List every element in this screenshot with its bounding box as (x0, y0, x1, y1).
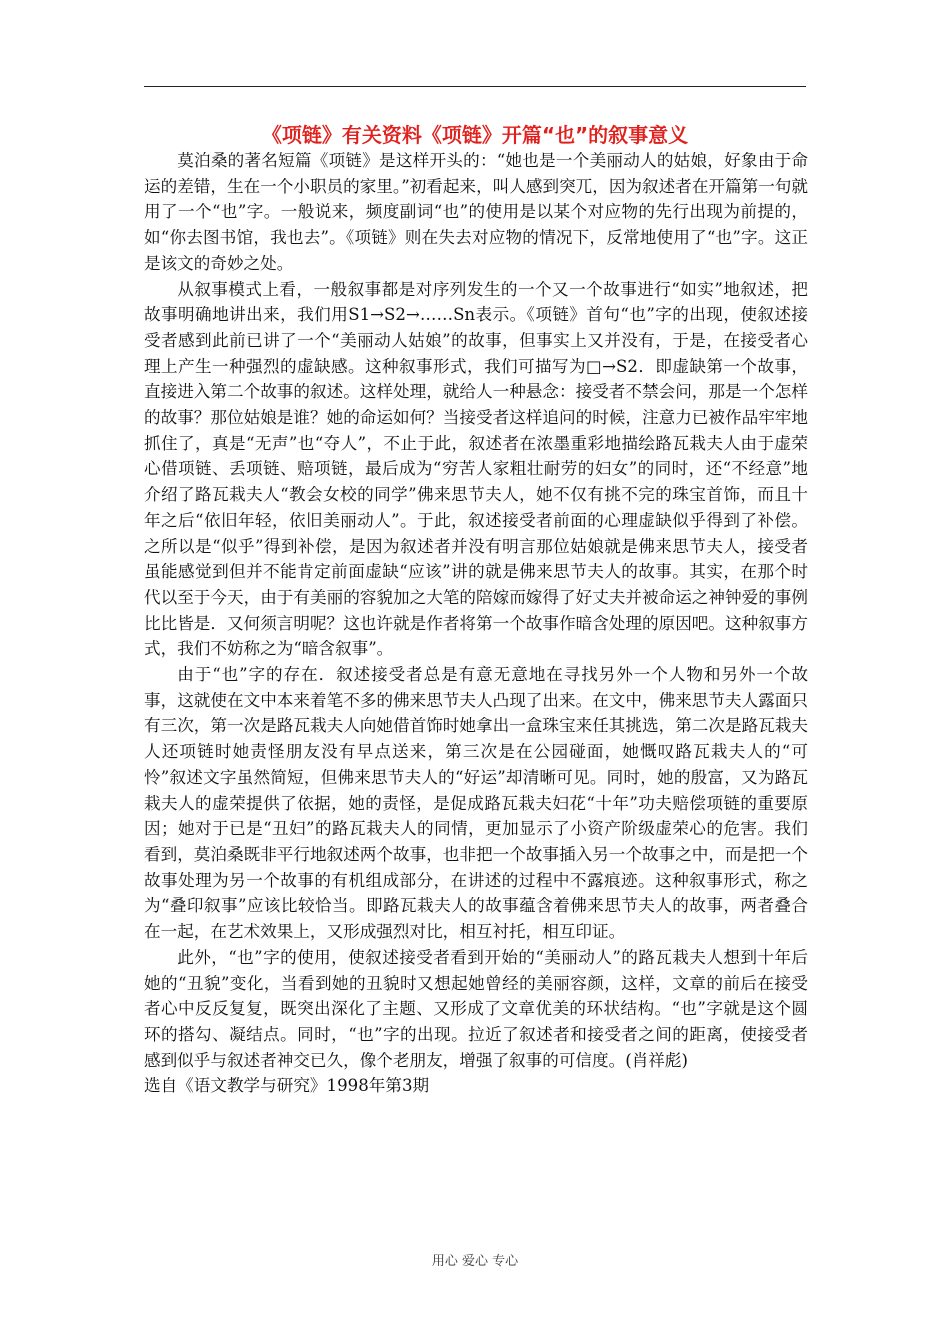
paragraph: 从叙事模式上看，一般叙事都是对序列发生的一个又一个故事进行“如实”地叙述，把故事明确地讲出来，我们用S1→S2→……Sn表示。《项链》首句“也”字的出现，使叙述接受者感到此前已讲了一个“美丽动人姑娘”的故事，但事实上又并没有，于是，在接受者心理上产生一种强烈的虚缺感。这种叙事形式，我们可描写为□→S2．即虚缺第一个故事，直接进入第二个故事的叙述。这样处理，就给人一种悬念：接受者不禁会问，那是一个怎样的故事？那位姑娘是谁？她的命运如何？当接受者这样追问的时候，注意力已被作品牢牢地抓住了，真是“无声”也“夺人”，不止于此，叙述者在浓墨重彩地描绘路瓦栽夫人由于虚荣心借项链、丢项链、赔项链，最后成为“穷苦人家粗壮耐劳的妇女”的同时，还“不经意”地介绍了路瓦栽夫人“教会女校的同学”佛来思节夫人，她不仅有挑不完的珠宝首饰，而且十年之后“依旧年轻，依旧美丽动人”。于此，叙述接受者前面的心理虚缺似乎得到了补偿。之所以是“似乎”得到补偿，是因为叙述者并没有明言那位姑娘就是佛来思节夫人，接受者虽能感觉到但并不能肯定前面虚缺“应该”讲的就是佛来思节夫人的故事。其实，在那个时代以至于今天，由于有美丽的容貌加之大笔的陪嫁而嫁得了好丈夫并被命运之神钟爱的事例比比皆是．又何须言明呢？这也许就是作者将第一个故事作暗含处理的原因吧。这种叙事方式，我们不妨称之为“暗含叙事”。 (144, 279, 808, 659)
page-footer: 用心 爱心 专心 (431, 1254, 519, 1269)
source-citation: 选自《语文教学与研究》1998年第3期 (144, 1076, 430, 1096)
paragraph: 由于“也”字的存在．叙述接受者总是有意无意地在寻找另外一个人物和另外一个故事，这就使在文中本来着笔不多的佛来思节夫人凸现了出来。在文中，佛来思节夫人露面只有三次，第一次是路瓦栽夫人向她借首饰时她拿出一盒珠宝来任其挑选，第二次是路瓦栽夫人还项链时她责怪朋友没有早点送来，第三次是在公园碰面，她慨叹路瓦栽夫人的“可怜”叙述文字虽然简短，但佛来思节夫人的“好运”却清晰可见。同时，她的殷富，又为路瓦栽夫人的虚荣提供了依据，她的责怪，是促成路瓦栽夫妇花“十年”功夫赔偿项链的重要原因；她对于已是“丑妇”的路瓦栽夫人的同情，更加显示了小资产阶级虚荣心的危害。我们看到，莫泊桑既非平行地叙述两个故事，也非把一个故事插入另一个故事之中，而是把一个故事处理为另一个故事的有机组成部分，在讲述的过程中不露痕迹。这种叙事形式，称之为“叠印叙事”应该比较恰当。即路瓦栽夫人的故事蕴含着佛来思节夫人的故事，两者叠合在一起，在艺术效果上，又形成强烈对比，相互衬托，相互印证。 (144, 665, 808, 942)
paragraph: 此外，“也”字的使用，使叙述接受者看到开始的“美丽动人”的路瓦栽夫人想到十年后她的“丑貌”变化，当看到她的丑貌时又想起她曾经的美丽容颜，这样，文章的前后在接受者心中反反复复，既突出深化了主题、又形成了文章优美的环状结构。“也”字就是这个圆环的搭勾、凝结点。同时，“也”字的出现。拉近了叙述者和接受者之间的距离，使接受者感到似乎与叙述者神交已久，像个老朋友，增强了叙事的可信度。(肖祥彪) (144, 947, 808, 1070)
article-title: 《项链》有关资料《项链》开篇“也”的叙事意义 (261, 123, 689, 147)
header-rule (144, 86, 806, 87)
article-body (144, 148, 808, 1099)
paragraph: 莫泊桑的著名短篇《项链》是这样开头的：“她也是一个美丽动人的姑娘，好象由于命运的差错，生在一个小职员的家里。”初看起来，叫人感到突兀，因为叙述者在开篇第一句就用了一个“也”字。一般说来，频度副词“也”的使用是以某个对应物的先行出现为前提的，如“你去图书馆，我也去”。《项链》则在失去对应物的情况下，反常地使用了“也”字。这正是该文的奇妙之处。 (144, 151, 808, 273)
